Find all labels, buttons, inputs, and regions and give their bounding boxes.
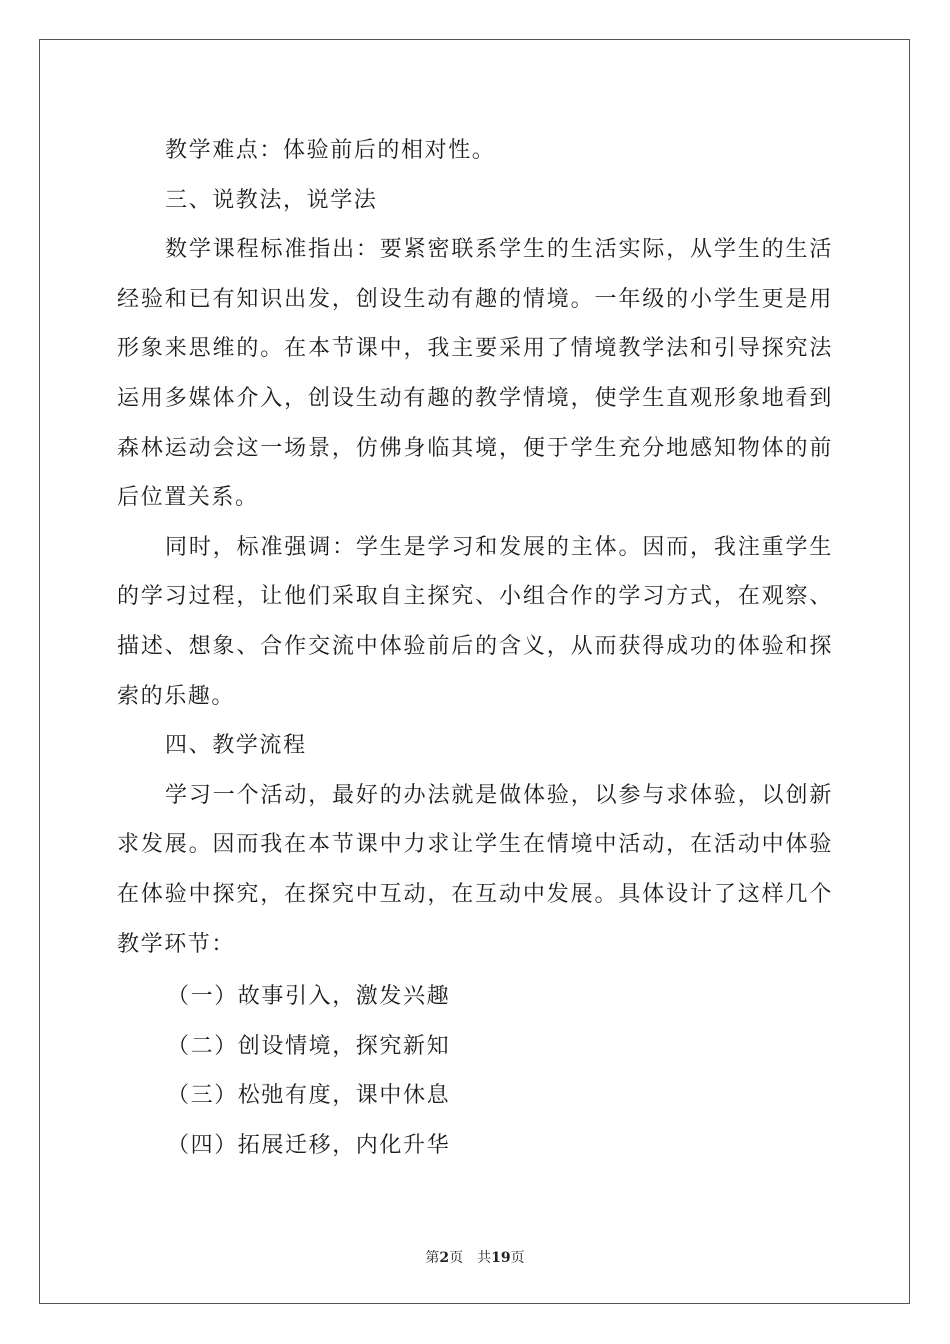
paragraph-process: 学习一个活动，最好的办法就是做体验，以参与求体验，以创新求发展。因而我在本节课中力求让学生在情境中活动，在活动中体验在体验中探究，在探究中互动，在互动中发展。具体设计了这样几个教学环节： <box>117 782 833 957</box>
paragraph-method: 数学课程标准指出：要紧密联系学生的生活实际，从学生的生活经验和已有知识出发，创设生动有趣的情境。一年级的小学生更是用形象来思维的。在本节课中，我主要采用了情境教学法和引导探究法运用多媒体介入，创设生动有趣的教学情境，使学生直观形象地看到森林运动会这一场景，仿佛身临其境，便于学生充分地感知物体的前后位置关系。 <box>117 237 833 511</box>
list-item-step-1: （一）故事引入，激发兴趣 <box>167 984 451 1010</box>
footer-page-number: 2 <box>439 1250 450 1266</box>
list-item-step-3: （三）松弛有度，课中休息 <box>167 1083 451 1109</box>
document-body <box>117 126 833 1170</box>
section-heading-4: 四、教学流程 <box>165 733 307 759</box>
list-item-step-2: （二）创设情境，探究新知 <box>167 1033 451 1059</box>
footer-total-prefix: 共 <box>477 1250 492 1266</box>
section-heading-3: 三、说教法，说学法 <box>165 187 378 213</box>
footer-total-suffix: 页 <box>510 1250 525 1266</box>
page-footer <box>0 1247 950 1267</box>
footer-total-pages: 19 <box>491 1250 511 1266</box>
list-item-step-4: （四）拓展迁移，内化升华 <box>167 1132 451 1158</box>
paragraph-difficulty: 教学难点：体验前后的相对性。 <box>165 138 496 163</box>
footer-page-suffix: 页 <box>449 1250 464 1266</box>
footer-prefix: 第 <box>425 1250 440 1266</box>
paragraph-standard: 同时，标准强调：学生是学习和发展的主体。因而，我注重学生的学习过程，让他们采取自主探究、小组合作的学习方式，在观察、描述、想象、合作交流中体验前后的含义，从而获得成功的体验和探索的乐趣。 <box>117 534 833 709</box>
